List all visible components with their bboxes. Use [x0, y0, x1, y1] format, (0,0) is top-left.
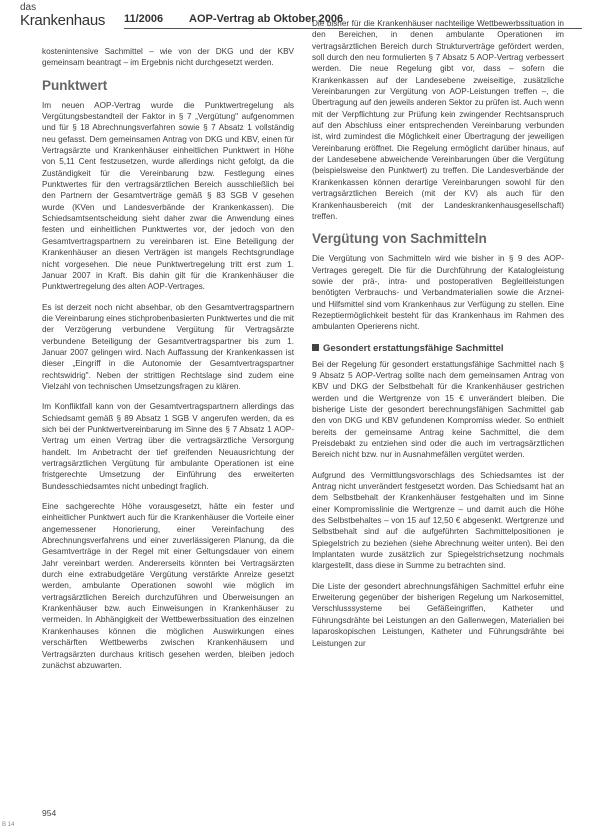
right-column: [312, 18, 564, 658]
corner-mark: B 14: [2, 822, 15, 828]
subheading-gesondert-text: Gesondert erstattungsfähige Sachmittel: [323, 342, 504, 354]
left-column: [42, 46, 294, 680]
left-paragraph-1: Im neuen AOP-Vertrag wurde die Punktwertregelung als Vergütungsbestandteil der Faktor in § 7 „Vergütung" aufgenommen und für § 18 Abrechnungsverfahren sowie § 7 Absatz 1 vollständig neu gefasst. Dem gemeinsamen Antrag von DKG und KBV, einen für Vertragsärzte und Krankenhäuser einheitlichen Punktwert in Höhe von 5,11 Cent festzusetzen, wurde allerdings nicht gefolgt, da die Zuständigkeit für die Vereinbarung bzw. Festlegung eines Punktwertes für den vertragsärztlichen Bereich ausschließlich bei den Partnern der Gesamtverträge gemäß § 83 SGB V gesehen wurde (KVen und Landesverbände der Krankenkassen). Die Schiedsamtsentscheidung sieht daher zwar die Anwendung eines festen und einheitlichen Punktwertes vor, der jedoch von den Gesamtvertragspartnern zu vereinbaren ist. Eine Beteiligung der Krankenhäuser an diesen Verträgen ist mangels Rechtsgrundlage nicht vorgesehen. Die neue Punktwertregelung tritt erst zum 1. Januar 2007 in Kraft. Bis dahin gilt für die Krankenhäuser die Punktwertregelung des alten AOP-Vertrages.: [42, 100, 294, 292]
heading-sachmittel: Vergütung von Sachmitteln: [312, 231, 487, 247]
left-paragraph-4: Eine sachgerechte Höhe vorausgesetzt, hätte ein fester und einheitlicher Punktwert auch für die Krankenhäuser die Vorteile einer angemessener Honorierung, einer Vereinfachung des Abrechnungsverfahrens und einer zuverlässigeren Planung, da die Gesamtverträge in der Regel mit einer Geltungsdauer von einem Jahr vereinbart werden. Andererseits könnten bei Vertragsärzten durch eine extrabudgetäre Vergütung verstärkte Anreize gesetzt werden, ambulante Operationen sowohl wie möglich im vertragsärztlichen Bereich durchzuführen und Überweisungen an Krankenhäuser bzw. auch Einweisungen in Krankenhäuser zu vermeiden. In Abhängigkeit der Wettbewerbssituation des einzelnen Krankenhauses können die möglichen Auswirkungen eines verschärften Wettbewerbs zwischen Krankenhäusern und Vertragsärzten durchaus kritisch gesehen werden, bleiben jedoch zunächst abzuwarten.: [42, 502, 294, 670]
right-paragraph-4: Aufgrund des Vermittlungsvorschlags des Schiedsamtes ist der Antrag nicht unverändert festgesetzt worden. Das Schiedsamt hat an dem Selbstbehalt der Krankenhäuser festgehalten und im Sinne einer Kompromisslinie die Wertgrenze – und damit auch die Höhe des Selbstbehaltes – von 15 auf 12,50 € abgesenkt. Wertgrenze und Selbstbehalt sind auf die aufgeführten Sachmittelpositionen je Spiegelstrich zu beziehen (siehe Abrechnung weiter unten). Bei den Implantaten wurde zusätzlich zur Spiegelstrichsetzung nochmals klargestellt, dass diese in Summe zu betrachten sind.: [312, 470, 564, 571]
right-paragraph-5: Die Liste der gesondert abrechnungsfähigen Sachmittel erfuhr eine Erweiterung gegenüber der bisherigen Regelung um Narkosemittel, Verschlusssysteme bei Gefäßeingriffen, Katheter und Führungsdrähte bei Leistungen an den Gallenwegen, Materialien bei laparoskopischen Leistungen, Katheter und Führungsdrähte bei Leistungen zur: [312, 581, 564, 648]
journal-logo: Krankenhaus: [20, 12, 106, 29]
logo-small-text: das: [20, 2, 37, 13]
square-bullet-icon: [312, 344, 319, 351]
issue-number: 11/2006: [124, 13, 164, 25]
left-paragraph-2: Es ist derzeit noch nicht absehbar, ob den Gesamtvertragspartnern die Vereinbarung eines stichprobenbasierten Punktwertes und die mit der Verzögerung verbundene Vergütung für Vertragsärzte verbundene Beteiligung der Gesamtvertragspartner bis zum 1. Januar 2007 gelingen wird. Nach Auffassung der Krankenkassen ist dieser „Eingriff in die Autonomie der Gesamtvertragspartner rechtswidrig". Neben der strittigen Rechtslage sind zudem eine Vielzahl von technischen Umsetzungsfragen zu klären.: [42, 302, 294, 391]
right-paragraph-1: Die bisher für die Krankenhäuser nachteilige Wettbewerbssituation in den Bereichen, in denen ambulante Operationen im vertragsärztlichen Bereich durch Strukturverträge gefördert werden, soll durch den neu formulierten § 7 Absatz 5 AOP-Vertrag verbessert werden. Die neue Regelung gibt vor, dass – sofern die Krankenkassen auf der Landesebene zweiseitige, zusätzliche Vereinbarungen zur Vergütung von AOP-Leistungen treffen –, die Übertragung auf den jeweils anderen Sektor zu prüfen ist. Auch wenn mit der Verpflichtung zur Prüfung kein zwingender Rechtsanspruch auf den Abschluss einer entsprechenden Vereinbarung verbunden ist, wird zumindest die Möglichkeit einer Übertragung der jeweiligen Vereinbarung eröffnet. Die Regelung ermöglicht darüber hinaus, auf der Landesebene abweichende Vereinbarungen über die Vergütung (beispielsweise den Punktwert) zu treffen. Die Landesverbände der Krankenkassen können derartige Vereinbarungen sowohl für den vertragsärztlichen Bereich (mit der KV) als auch für den Krankenhausbereich (mit der Landeskrankenhausgesellschaft) treffen.: [312, 19, 564, 221]
page-number: 954: [42, 808, 57, 818]
right-paragraph-2: Die Vergütung von Sachmitteln wird wie bisher in § 9 des AOP-Vertrages geregelt. Die für die Durchführung der Katalogleistung sowie der prä-, intra- und postoperativen Begleitleistungen benötigten Verbrauchs- und Verbandmaterialien sowie die Arznei- und Hilfsmittel sind vom Krankenhaus zur Verfügung zu stellen. Eine Rezeptiermöglichkeit besteht für das Krankenhaus im Rahmen des ambulanten Operierens nicht.: [312, 254, 564, 332]
subheading-gesondert: [312, 343, 564, 355]
heading-punktwert: Punktwert: [42, 77, 108, 93]
right-paragraph-3: Bei der Regelung für gesondert erstattungsfähige Sachmittel nach § 9 Absatz 5 AOP-Vertrag sollte nach dem gemeinsamen Antrag von KBV und DKG der Selbstbehalt für die Krankenhäuser gestrichen werden und die Wertgrenze von 15 € unverändert bleiben. Die bisherige Liste der gesondert berechnungsfähigen Sachmittel gab den von DKG und KBV gefundenen Kompromiss wieder. So enthielt bereits der gemeinsame Antrag keine Sachmittel, die dem Preisdebakt zu entziehen sind oder die auch im vertragsärztlichen Bereich nicht bzw. nur in Ausnahmefällen vergütet werden.: [312, 359, 564, 460]
left-paragraph-3: Im Konfliktfall kann von der Gesamtvertragspartnern allerdings das Schiedsamt gemäß § 89 Absatz 1 SGB V angerufen werden, da es sich bei der Punktwertvereinbarung im Sinne des § 7 Absatz 1 AOP-Vertrag um einen Vertrag über die vertragsärztliche Versorgung handelt. Im Anbetracht der tief greifenden Neuausrichtung der vertragsärztlichen Vergütung für ambulante Operationen ist eine fristgerechte Umsetzung der Einführung des erweiterten Bundesschiedsamtes nicht unbedingt fraglich.: [42, 402, 294, 491]
left-paragraph-0: kostenintensive Sachmittel – wie von der DKG und der KBV gemeinsam beantragt – im Ergebnis nicht durchgesetzt werden.: [42, 47, 294, 68]
running-title: AOP-Vertrag ab Oktober 2006: [189, 13, 344, 25]
